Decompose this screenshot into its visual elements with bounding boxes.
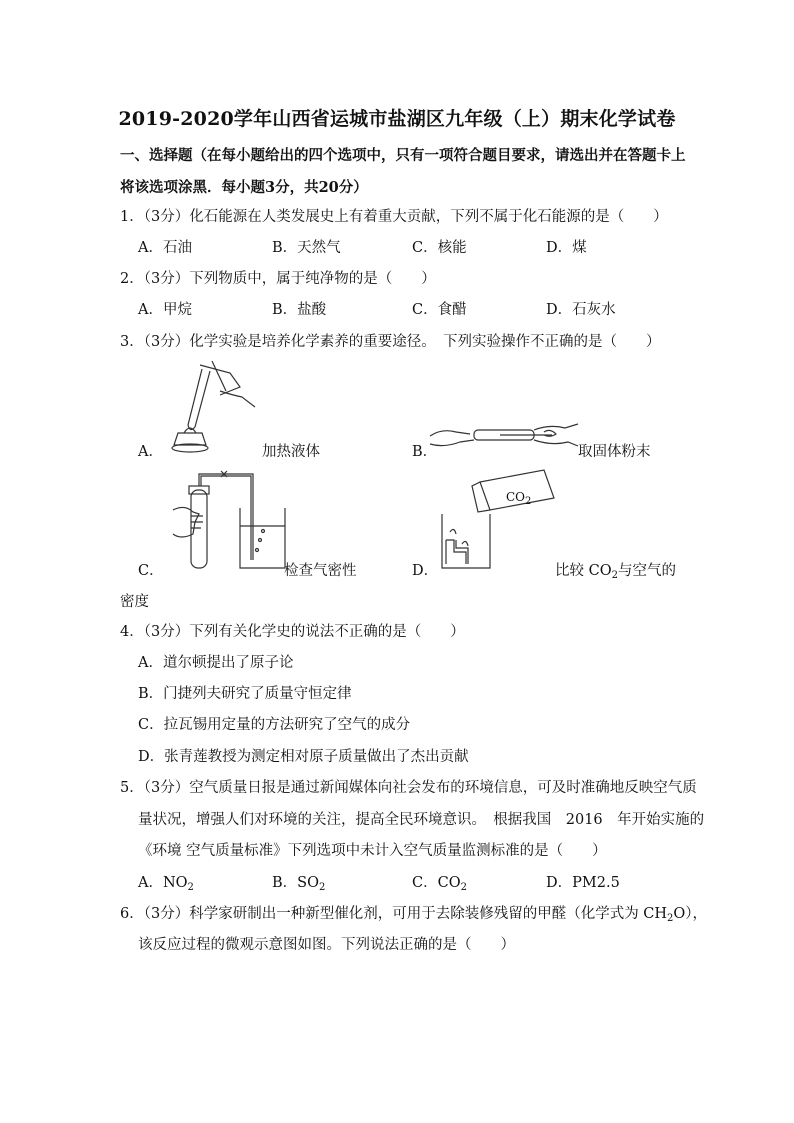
q3-option-d-label: D． [412,563,439,579]
q2-stem: 2．（3分）下列物质中，属于纯净物的是（ ） [120,271,436,287]
q3-option-a-label: A． [138,444,163,460]
figure-checking-airtightness [165,468,295,573]
q3-option-c-label: C． [138,563,164,579]
section-heading-line1: 一、选择题（在每小题给出的四个选项中，只有一项符合题目要求，请选出并在答题卡上 [120,147,686,164]
exam-title: 2019-2020学年山西省运城市盐湖区九年级（上）期末化学试卷 [118,108,676,130]
q3-option-c-caption: 检查气密性 [284,563,357,579]
q3-option-d-caption: 比较 $CO_2$与空气的 [555,563,676,581]
figure-co2-density-comparison [432,468,562,573]
q2-option-a: A．甲烷 [138,302,192,318]
q2-option-d: D．石灰水 [546,302,616,318]
figure-heating-liquid [160,355,260,455]
q4-option-c: C．拉瓦锡用定量的方法研究了空气的成分 [138,717,411,733]
q2-option-c: C．食醋 [412,302,467,318]
q5-option-b: B．$SO_2$ [272,875,326,893]
q4-option-d: D．张青莲教授为测定相对原子质量做出了杰出贡献 [138,749,469,765]
q1-option-a: A．石油 [138,240,192,256]
q3-stem: 3．（3分）化学实验是培养化学素养的重要途径。 下列实验操作不正确的是（ ） [120,334,661,350]
q1-option-d: D．煤 [546,240,587,256]
q6-stem-line2: 该反应过程的微观示意图如图。下列说法正确的是（ ） [138,937,515,953]
q5-option-c: C．$CO_2$ [412,875,467,893]
section-heading-line2: 将该选项涂黑．每小题3分，共20分） [120,179,368,196]
q5-stem-line2: 量状况，增强人们对环境的关注，提高全民环境意识。 根据我国 2016 年开始实施的 [138,812,705,828]
co2-bottle-label: $CO_2$ [506,490,532,507]
q1-stem: 1．（3分）化石能源在人类发展史上有着重大贡献，下列不属于化石能源的是（ ） [120,209,668,225]
q4-stem: 4．（3分）下列有关化学史的说法不正确的是（ ） [120,624,465,640]
q3-option-a-caption: 加热液体 [262,444,320,460]
q3-option-d-caption-line2: 密度 [120,594,149,610]
q3-option-b-label: B． [412,444,438,460]
q1-option-c: C．核能 [412,240,467,256]
q4-option-a: A．道尔顿提出了原子论 [138,655,294,671]
q6-stem-line1: 6．（3分）科学家研制出一种新型催化剂，可用于去除装修残留的甲醛（化学式为 $CH_2O$）， [120,906,708,924]
q5-stem-line3: 《环境 空气质量标准》下列选项中未计入空气质量监测标准的是（ ） [138,843,607,859]
q5-option-a: A．$NO_2$ [138,875,194,893]
q5-stem-line1: 5．（3分）空气质量日报是通过新闻媒体向社会发布的环境信息，可及时准确地反映空气质 [120,780,697,796]
q1-option-b: B．天然气 [272,240,341,256]
q2-option-b: B．盐酸 [272,302,327,318]
figure-taking-solid-powder [430,418,580,458]
q3-option-b-caption: 取固体粉末 [578,444,651,460]
q5-option-d: D．PM2.5 [546,875,620,891]
q4-option-b: B．门捷列夫研究了质量守恒定律 [138,686,352,702]
